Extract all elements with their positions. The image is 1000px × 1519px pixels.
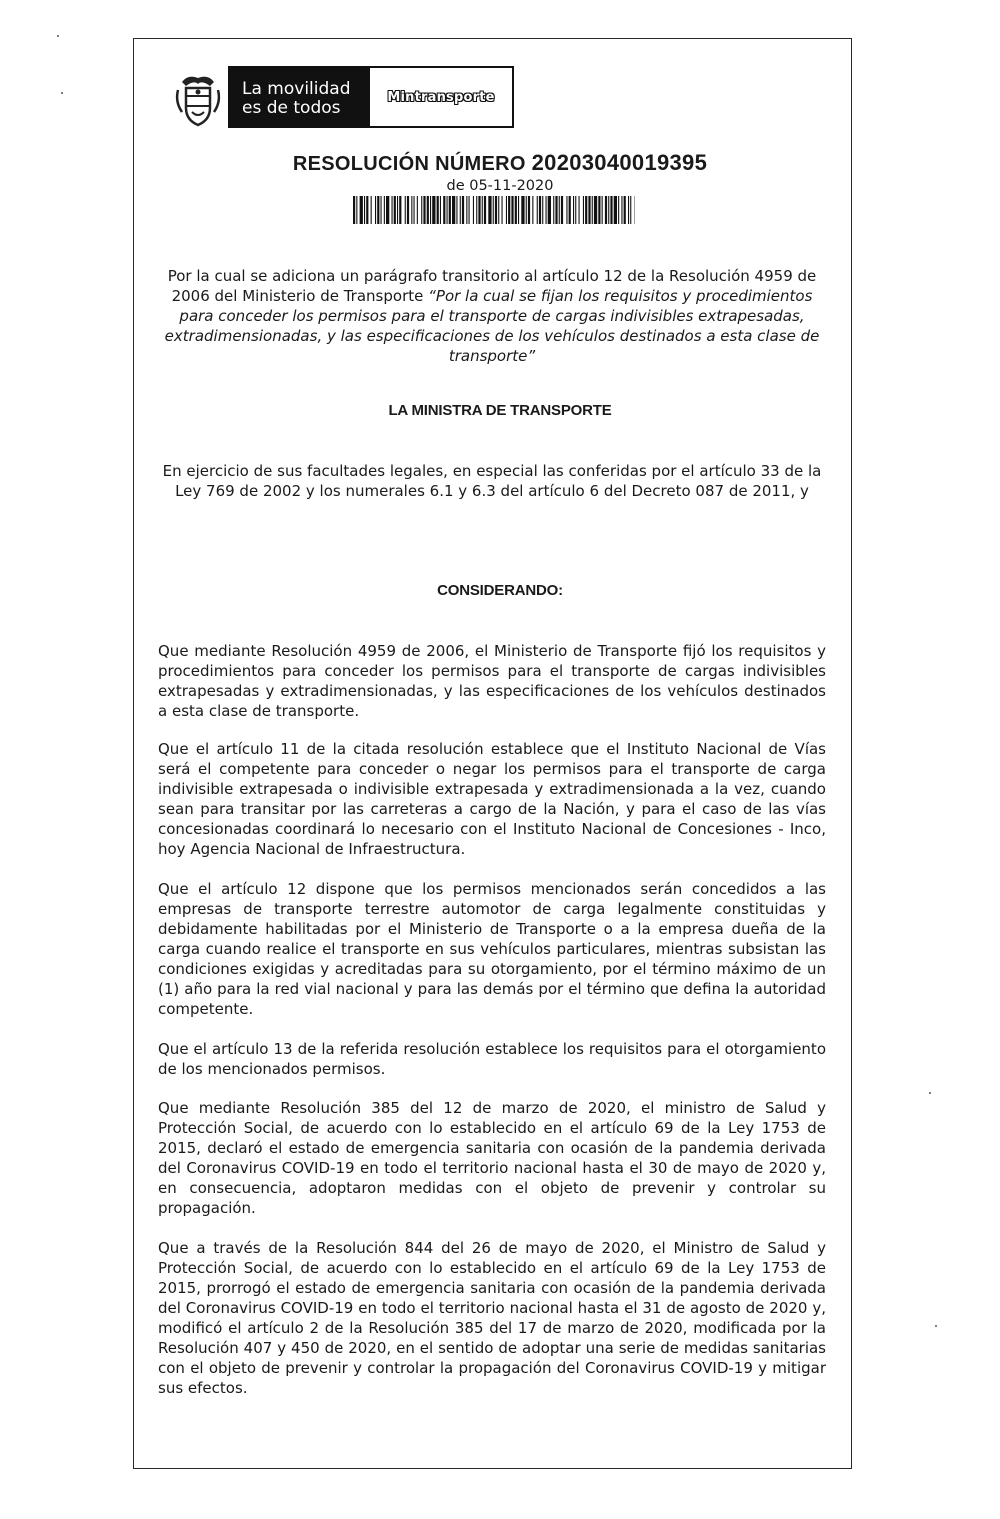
ministry-brand-block bbox=[370, 68, 512, 126]
slogan-block bbox=[230, 68, 370, 126]
scan-speck bbox=[935, 1325, 937, 1327]
considering-paragraph-5: Que mediante Resolución 385 del 12 de marzo de 2020, el ministro de Salud y Protección Social, de acuerdo con lo establecido en el artículo 69 de la Ley 1753 de 2015, declaró el estado de emergencia sanitaria con ocasión de la pandemia derivada del Coronavirus COVID-19 en todo el territorio nacional hasta el 30 de mayo de 2020 y, en consecuencia, adoptaron medidas con el objeto de prevenir y controlar su propagación. bbox=[158, 1099, 826, 1217]
scan-speck bbox=[929, 1092, 931, 1094]
considering-heading: CONSIDERANDO: bbox=[437, 582, 563, 599]
brand-banner bbox=[228, 66, 514, 128]
resolution-title bbox=[0, 150, 1000, 176]
authority-heading: LA MINISTRA DE TRANSPORTE bbox=[388, 402, 612, 419]
considering-paragraph-4: Que el artículo 13 de la referida resolución establece los requisitos para el otorgamiento de los mencionados permisos. bbox=[158, 1040, 826, 1078]
subject-plain: Por la cual se adiciona un parágrafo transitorio al artículo 12 de la Resolución 4959 de 2006 del Ministerio de Transporte bbox=[167, 267, 817, 305]
considering-paragraph-6: Que a través de la Resolución 844 del 26 de mayo de 2020, el Ministro de Salud y Protección Social, de acuerdo con lo establecido en el artículo 69 de la Ley 1753 de 2015, prorrogó el estado de emergencia sanitaria con ocasión de la pandemia derivada del Coronavirus COVID-19 en todo el territorio nacional hasta el 31 de agosto de 2020 y, modificó el artículo 2 de la Resolución 385 del 17 de marzo de 2020, modificada por la Resolución 407 y 450 de 2020, en el sentido de adoptar una serie de medidas sanitarias con el objeto de prevenir y controlar la propagación del Coronavirus COVID-19 y mitigar sus efectos. bbox=[158, 1239, 826, 1397]
considering-paragraph-3: Que el artículo 12 dispone que los permisos mencionados serán concedidos a las empresas de transporte terrestre automotor de carga legalmente constituidas y debidamente habilitadas por el Ministerio de Transporte o a la empresa dueña de la carga cuando realice el transporte en sus vehículos particulares, mientras subsistan las condiciones exigidas y acreditadas para su otorgamiento, por el término máximo de un (1) año para la red vial nacional y para las demás por el término que defina la autoridad competente. bbox=[158, 880, 826, 1018]
header-logo bbox=[172, 66, 516, 130]
resolution-number: 20203040019395 bbox=[531, 150, 708, 175]
considering-paragraph-2: Que el artículo 11 de la citada resolución establece que el Instituto Nacional de Vías será el competente para conceder o negar los permisos para el transporte de carga indivisible extrapesada o indivisible extrapesada y extradimensionada a la vez, cuando sean para transitar por las carreteras a cargo de la Nación, y para el caso de las vías concesionadas coordinará lo necesario con el Instituto Nacional de Concesiones - Inco, hoy Agencia Nacional de Infraestructura. bbox=[158, 740, 826, 858]
resolution-date: de 05-11-2020 bbox=[446, 178, 554, 194]
slogan-line-2: es de todos bbox=[242, 98, 341, 118]
resolution-title-prefix: RESOLUCIÓN NÚMERO bbox=[292, 153, 526, 175]
considering-paragraph-1: Que mediante Resolución 4959 de 2006, el Ministerio de Transporte fijó los requisitos y procedimientos para conceder los permisos para el transporte de cargas indivisibles extrapesadas y extradimensionadas, y las especificaciones de los vehículos destinados a esta clase de transporte. bbox=[158, 642, 826, 720]
scan-speck bbox=[57, 35, 59, 37]
ministry-brand: Mintransporte bbox=[387, 89, 495, 105]
barcode-icon bbox=[353, 196, 635, 224]
subject-italic-title: “Por la cual se fijan los requisitos y procedimientos para conceder los permisos para el transporte de cargas indivisibles extrapesadas, extradimensionadas, y las especificaciones de los vehículos destinados a esta clase de transporte” bbox=[164, 287, 820, 365]
colombia-coat-of-arms-icon bbox=[172, 72, 224, 128]
slogan-line-1: La movilidad bbox=[242, 79, 351, 99]
resolution-subject bbox=[158, 266, 826, 366]
powers-paragraph: En ejercicio de sus facultades legales, en especial las conferidas por el artículo 33 de la Ley 769 de 2002 y los numerales 6.1 y 6.3 del artículo 6 del Decreto 087 de 2011, y bbox=[162, 462, 822, 500]
scan-speck bbox=[61, 92, 63, 94]
